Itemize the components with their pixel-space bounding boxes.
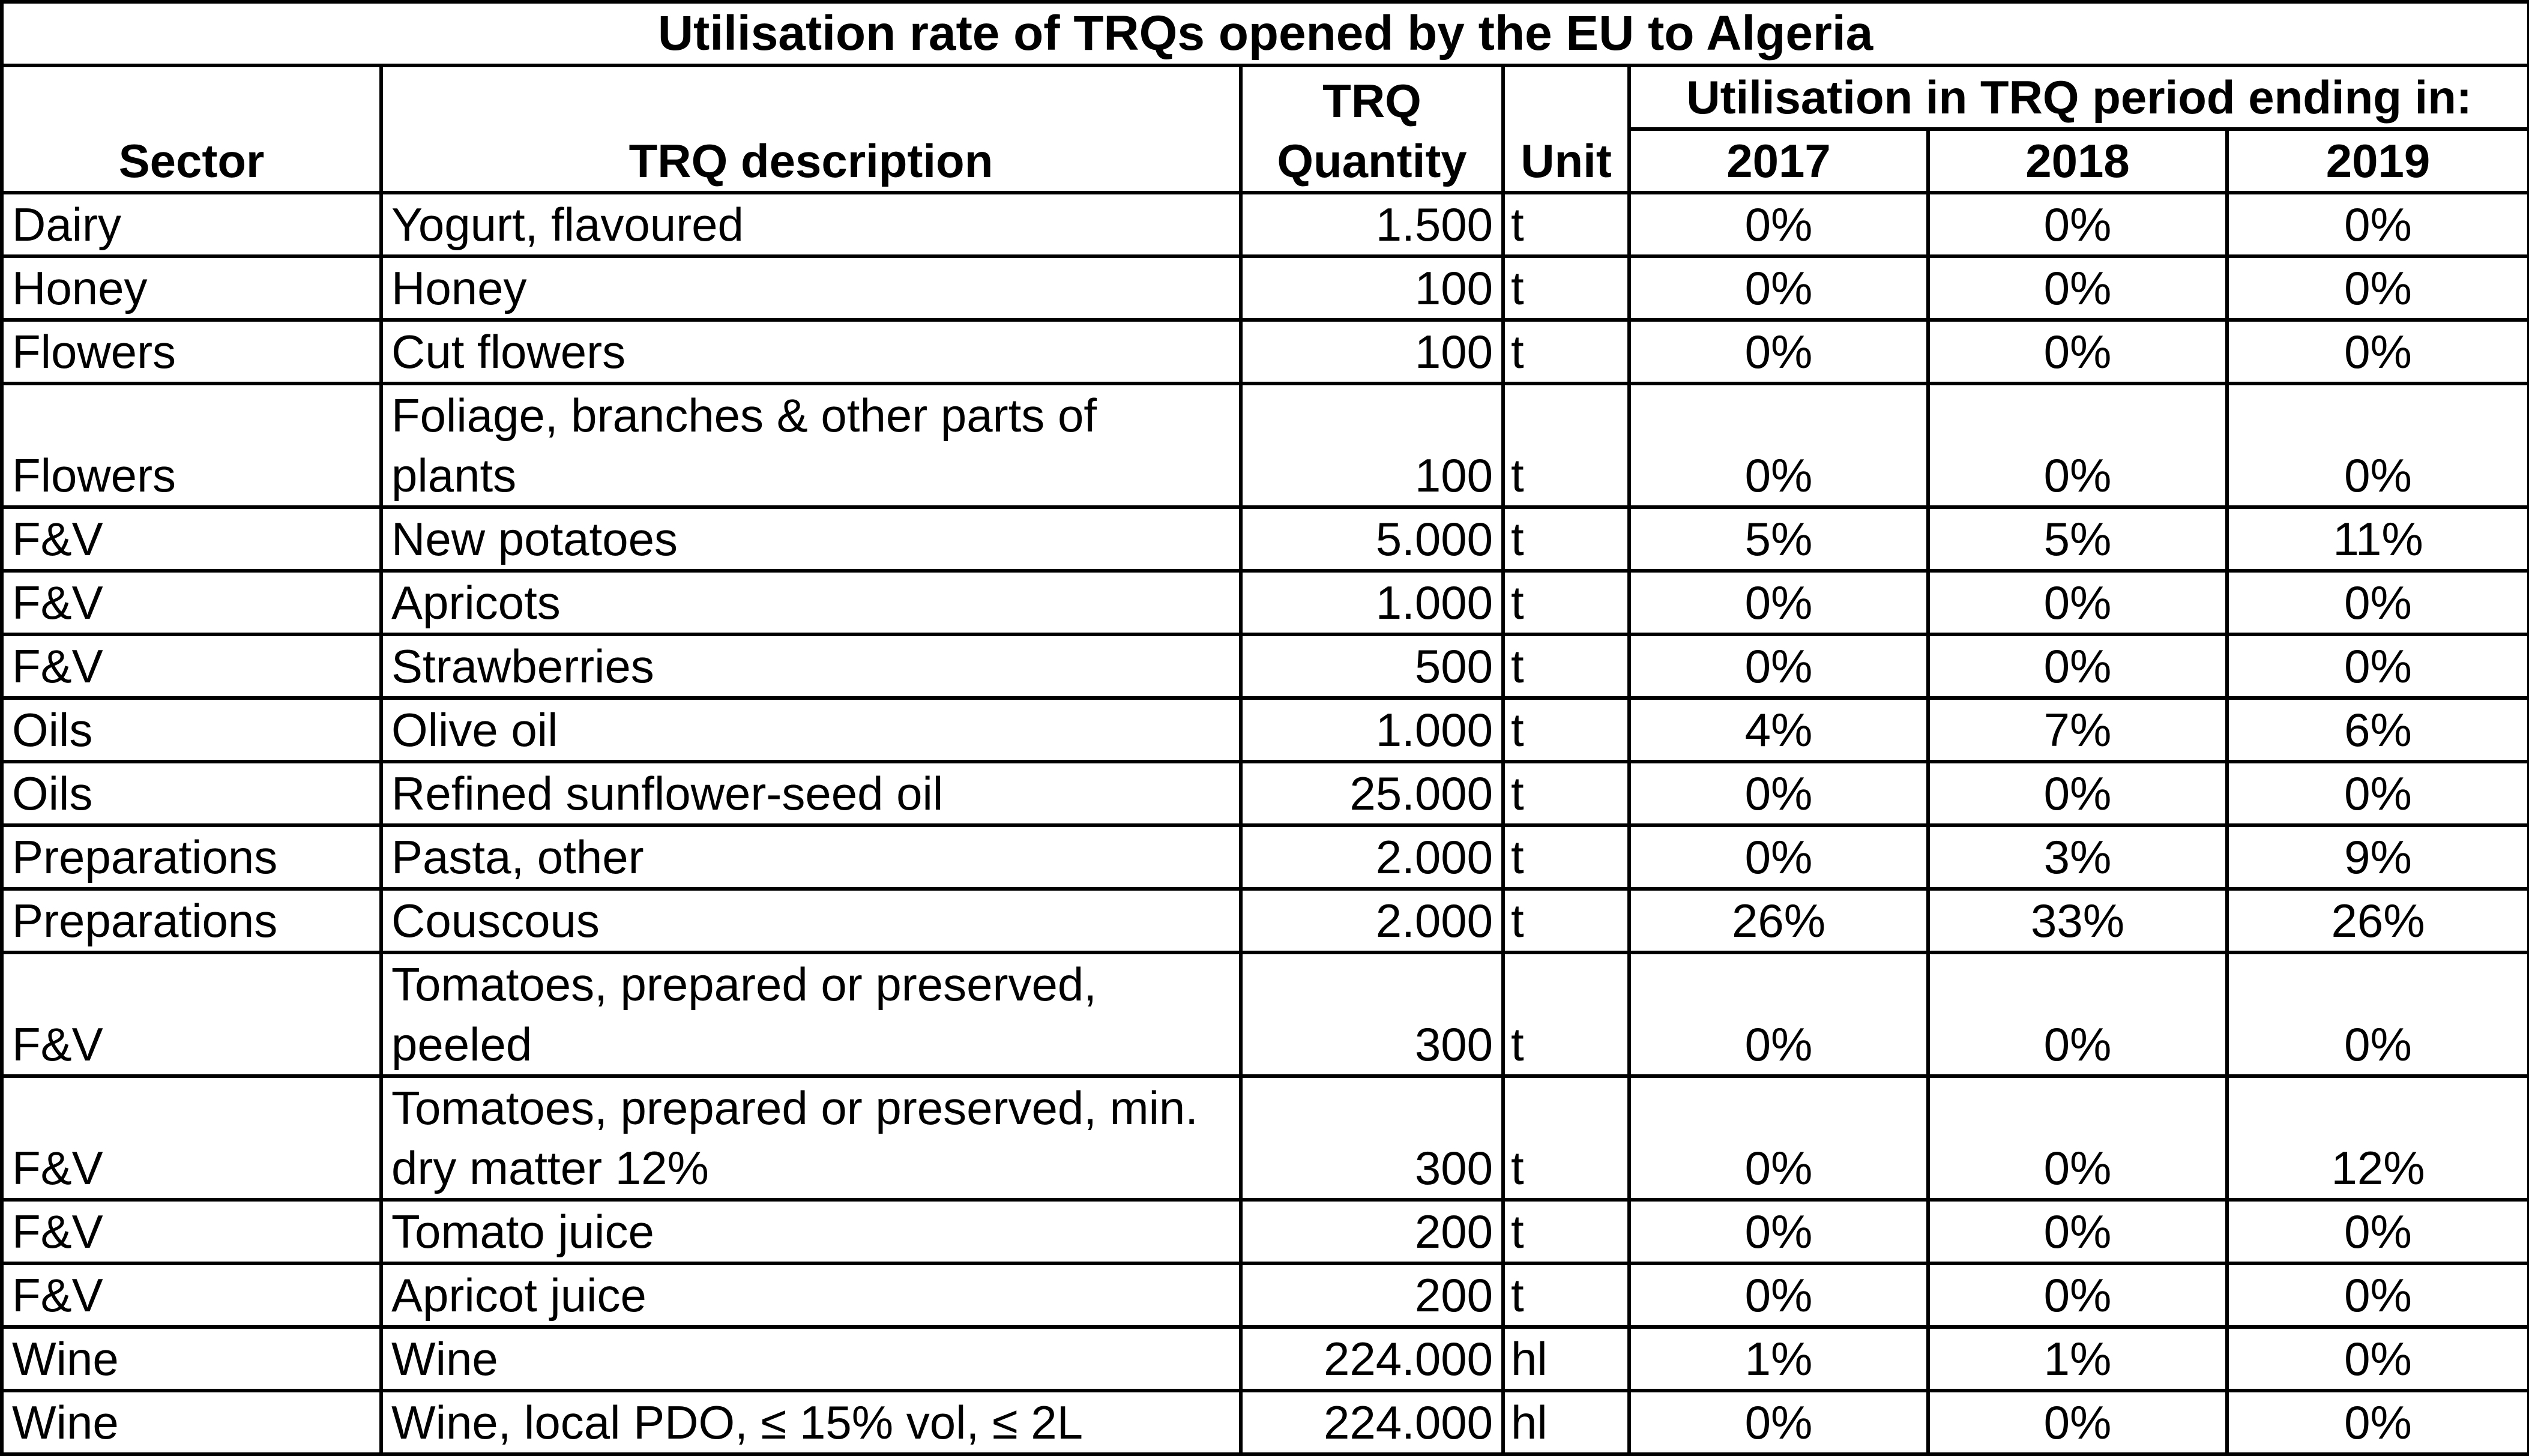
table-body <box>2 193 2529 1454</box>
cell-quantity: 100 <box>1241 384 1503 507</box>
table-row <box>2 762 2529 825</box>
cell-description: Pasta, other <box>381 825 1241 889</box>
cell-2018: 3% <box>1928 825 2227 889</box>
cell-sector: Oils <box>2 762 381 825</box>
cell-quantity: 5.000 <box>1241 507 1503 571</box>
cell-unit: t <box>1503 762 1629 825</box>
cell-2017: 0% <box>1629 825 1928 889</box>
cell-2018: 0% <box>1928 384 2227 507</box>
cell-2019: 12% <box>2227 1076 2529 1200</box>
cell-description: Honey <box>381 256 1241 320</box>
cell-description: Cut flowers <box>381 320 1241 384</box>
header-unit: Unit <box>1503 65 1629 193</box>
cell-sector: F&V <box>2 1076 381 1200</box>
cell-sector: Dairy <box>2 193 381 256</box>
cell-2017: 5% <box>1629 507 1928 571</box>
cell-unit: t <box>1503 507 1629 571</box>
cell-sector: F&V <box>2 952 381 1076</box>
cell-quantity: 300 <box>1241 1076 1503 1200</box>
cell-unit: t <box>1503 825 1629 889</box>
cell-2017: 0% <box>1629 634 1928 698</box>
cell-2017: 4% <box>1629 698 1928 762</box>
cell-quantity: 300 <box>1241 952 1503 1076</box>
cell-2017: 0% <box>1629 1076 1928 1200</box>
cell-unit: t <box>1503 256 1629 320</box>
table-row <box>2 889 2529 952</box>
cell-2018: 7% <box>1928 698 2227 762</box>
cell-description: Couscous <box>381 889 1241 952</box>
table-row <box>2 507 2529 571</box>
cell-2018: 0% <box>1928 571 2227 634</box>
cell-2017: 0% <box>1629 256 1928 320</box>
cell-2018: 5% <box>1928 507 2227 571</box>
table-row <box>2 1076 2529 1200</box>
cell-quantity: 1.500 <box>1241 193 1503 256</box>
cell-quantity: 1.000 <box>1241 571 1503 634</box>
header-year-2019: 2019 <box>2227 129 2529 193</box>
cell-2017: 0% <box>1629 1263 1928 1327</box>
cell-2017: 26% <box>1629 889 1928 952</box>
cell-quantity: 200 <box>1241 1200 1503 1263</box>
table-row <box>2 825 2529 889</box>
cell-2017: 0% <box>1629 1200 1928 1263</box>
table-row <box>2 384 2529 507</box>
cell-sector: Wine <box>2 1391 381 1454</box>
cell-sector: Flowers <box>2 320 381 384</box>
table-row <box>2 634 2529 698</box>
header-sector: Sector <box>2 65 381 193</box>
cell-sector: Oils <box>2 698 381 762</box>
cell-2018: 0% <box>1928 952 2227 1076</box>
cell-2018: 0% <box>1928 634 2227 698</box>
cell-sector: Preparations <box>2 825 381 889</box>
cell-unit: hl <box>1503 1327 1629 1391</box>
cell-2018: 0% <box>1928 1391 2227 1454</box>
cell-unit: t <box>1503 320 1629 384</box>
table-title: Utilisation rate of TRQs opened by the EU to Algeria <box>2 2 2529 65</box>
cell-sector: Preparations <box>2 889 381 952</box>
cell-description: Wine <box>381 1327 1241 1391</box>
cell-2019: 0% <box>2227 193 2529 256</box>
cell-sector: F&V <box>2 507 381 571</box>
cell-unit: t <box>1503 1076 1629 1200</box>
cell-2017: 0% <box>1629 762 1928 825</box>
cell-2019: 0% <box>2227 256 2529 320</box>
table-row <box>2 571 2529 634</box>
header-quantity-line2: Quantity <box>1277 134 1467 187</box>
cell-2019: 0% <box>2227 1263 2529 1327</box>
header-utilisation: Utilisation in TRQ period ending in: <box>1629 65 2529 129</box>
table-row <box>2 1391 2529 1454</box>
cell-2019: 11% <box>2227 507 2529 571</box>
cell-sector: F&V <box>2 1200 381 1263</box>
cell-2019: 0% <box>2227 384 2529 507</box>
table-row <box>2 256 2529 320</box>
cell-sector: Honey <box>2 256 381 320</box>
cell-2019: 0% <box>2227 1391 2529 1454</box>
cell-2018: 33% <box>1928 889 2227 952</box>
cell-unit: t <box>1503 1200 1629 1263</box>
cell-2017: 0% <box>1629 1391 1928 1454</box>
cell-quantity: 2.000 <box>1241 825 1503 889</box>
cell-unit: t <box>1503 889 1629 952</box>
cell-quantity: 100 <box>1241 320 1503 384</box>
cell-quantity: 500 <box>1241 634 1503 698</box>
table-row <box>2 1200 2529 1263</box>
cell-2018: 0% <box>1928 193 2227 256</box>
cell-quantity: 200 <box>1241 1263 1503 1327</box>
cell-2017: 0% <box>1629 384 1928 507</box>
cell-description: Foliage, branches & other parts of plants <box>381 384 1241 507</box>
cell-description: Tomato juice <box>381 1200 1241 1263</box>
cell-quantity: 224.000 <box>1241 1391 1503 1454</box>
cell-unit: t <box>1503 1263 1629 1327</box>
cell-description: Strawberries <box>381 634 1241 698</box>
cell-unit: hl <box>1503 1391 1629 1454</box>
cell-2019: 0% <box>2227 320 2529 384</box>
cell-quantity: 2.000 <box>1241 889 1503 952</box>
cell-description: Olive oil <box>381 698 1241 762</box>
header-description: TRQ description <box>381 65 1241 193</box>
cell-2018: 0% <box>1928 1076 2227 1200</box>
cell-2019: 0% <box>2227 1327 2529 1391</box>
cell-2018: 0% <box>1928 1200 2227 1263</box>
cell-description: Apricots <box>381 571 1241 634</box>
cell-2019: 0% <box>2227 634 2529 698</box>
cell-2019: 6% <box>2227 698 2529 762</box>
cell-2018: 0% <box>1928 1263 2227 1327</box>
cell-sector: F&V <box>2 1263 381 1327</box>
cell-2018: 1% <box>1928 1327 2227 1391</box>
cell-description: Wine, local PDO, ≤ 15% vol, ≤ 2L <box>381 1391 1241 1454</box>
header-year-2017: 2017 <box>1629 129 1928 193</box>
cell-2017: 1% <box>1629 1327 1928 1391</box>
cell-description: Yogurt, flavoured <box>381 193 1241 256</box>
cell-unit: t <box>1503 571 1629 634</box>
cell-description: Tomatoes, prepared or preserved, peeled <box>381 952 1241 1076</box>
table-row <box>2 320 2529 384</box>
cell-quantity: 1.000 <box>1241 698 1503 762</box>
cell-sector: Flowers <box>2 384 381 507</box>
cell-2018: 0% <box>1928 762 2227 825</box>
cell-2018: 0% <box>1928 256 2227 320</box>
cell-sector: Wine <box>2 1327 381 1391</box>
cell-sector: F&V <box>2 634 381 698</box>
cell-description: Tomatoes, prepared or preserved, min. dry matter 12% <box>381 1076 1241 1200</box>
cell-2018: 0% <box>1928 320 2227 384</box>
cell-unit: t <box>1503 384 1629 507</box>
cell-2017: 0% <box>1629 952 1928 1076</box>
cell-2017: 0% <box>1629 320 1928 384</box>
cell-2019: 9% <box>2227 825 2529 889</box>
cell-description: Refined sunflower-seed oil <box>381 762 1241 825</box>
header-year-2018: 2018 <box>1928 129 2227 193</box>
table-row <box>2 698 2529 762</box>
table-row <box>2 193 2529 256</box>
table-row <box>2 1327 2529 1391</box>
cell-unit: t <box>1503 193 1629 256</box>
table-row <box>2 952 2529 1076</box>
cell-description: Apricot juice <box>381 1263 1241 1327</box>
cell-description: New potatoes <box>381 507 1241 571</box>
cell-2019: 26% <box>2227 889 2529 952</box>
cell-unit: t <box>1503 698 1629 762</box>
cell-2019: 0% <box>2227 952 2529 1076</box>
cell-2019: 0% <box>2227 571 2529 634</box>
cell-2019: 0% <box>2227 1200 2529 1263</box>
header-quantity-line1: TRQ <box>1322 74 1421 127</box>
cell-2019: 0% <box>2227 762 2529 825</box>
cell-2017: 0% <box>1629 571 1928 634</box>
cell-2017: 0% <box>1629 193 1928 256</box>
header-quantity <box>1241 65 1503 193</box>
cell-quantity: 100 <box>1241 256 1503 320</box>
cell-unit: t <box>1503 952 1629 1076</box>
cell-quantity: 25.000 <box>1241 762 1503 825</box>
cell-sector: F&V <box>2 571 381 634</box>
table-row <box>2 1263 2529 1327</box>
cell-unit: t <box>1503 634 1629 698</box>
cell-quantity: 224.000 <box>1241 1327 1503 1391</box>
